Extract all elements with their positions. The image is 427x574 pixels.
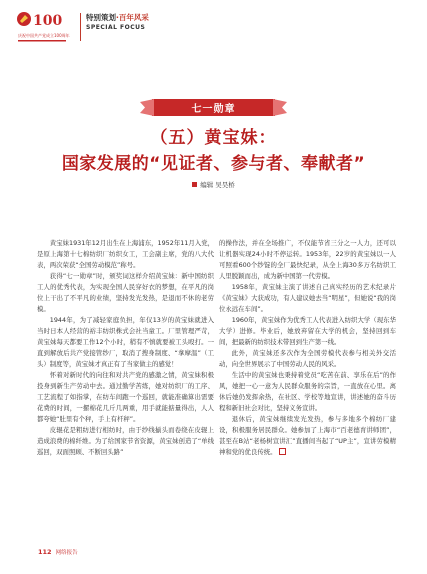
square-bullet-icon [192,182,197,187]
end-mark-icon [279,448,286,455]
editor-name: 编辑 吴昊桥 [200,181,235,189]
section-title: 特别策划·百年风采 [86,13,149,22]
paragraph: 生活中的黄宝妹也秉持着党员“吃苦在前、享乐在后”的作风，她把一心一意为人民群众服务的宗旨，一直放在心里。离休后她仍发挥余热，在社区、学校等地宣讲，讲述她的奋斗历程和新旧社会对比，坚持义务宣讲。 [219,371,396,412]
centenary-logo [16,10,74,44]
logo-caption: 庆祝中国共产党成立100周年 [18,33,70,38]
page-footer [38,548,78,556]
series-label: 百年风采 [118,13,149,22]
paragraph: 1944年，为了减轻家庭负担，年仅13岁的黄宝妹就进入当时日本人经营的裕丰纺织株式会社当童工。厂里管理严苛，黄宝妹每天都要工作12个小时，稍有不慎就要被工头殴打。一直到解放后共产党接管纱厂，取消了搜身制度、“拿摩温”（工头）制度等，黄宝妹才真正有了当家做主的感觉！ [37,316,214,368]
paragraph: 1958年，黄宝妹主演了讲述自己真实经历的艺术纪录片《黄宝妹》大获成功，有人建议她去当“明星”，但她说“我的岗位永远在车间”。 [219,283,396,313]
right-column [219,238,396,458]
editor-credit [0,180,427,189]
header-divider [80,13,81,41]
party-emblem-icon [17,12,31,26]
paragraph: 此外，黄宝妹还多次作为全国劳模代表参与相关外交活动，向全世界展示了中国劳动人民的风采。 [219,349,396,368]
article-title-line2: 国家发展的“见证者、参与者、奉献者” [61,154,366,174]
paragraph: 怀着对新时代的向往和对共产党的感激之情，黄宝妹积极投身到新生产劳动中去。通过勤学苦练，她对纺织厂的工序、工艺流程了如指掌，在纺车间跑一个巡回，就能准确算出需要花费的时间，一摞棉花几斤几两重，用手就能掂量得出，人人都夸她“肚里有个秤，手上有杆秤”。 [37,371,214,423]
paragraph: 的操作法，并在全场推广，不仅能节省三分之一人力，还可以让机器实现24小时不停运转。1953年，22岁的黄宝妹以一人可照看600个纱锭的全厂最快纪录，从全上海30多万名纺织工人里脱颖而出，成为新中国第一代劳模。 [219,239,396,280]
special-focus-label: SPECIAL FOCUS [86,24,146,31]
paragraph-last: 退休后，黄宝妹继续发光发热，参与多地多个棉纺厂建设，积极服务居民群众。她参加了上海市“百老德育讲师团”，甚至在B站“老杨树宣讲汇”直播间当起了“UP主”，宣讲劳模精神和党的优良传统。 [219,415,396,456]
paragraph: 皮辊花是粗纺进行相纺时，由于纱线揃头而卷绕在皮辊上造成浪费的棉纤维。为了给国家节省资源，黄宝妹创造了“单线巡回，双面照顾、不断回头路” [37,426,214,456]
paragraph: 获得“七一勋章”时，颁奖词这样介绍黄宝妹：新中国纺织工人的优秀代表，为实现全国人民穿好衣的梦想，在平凡的岗位上干出了不平凡的业绩，坚持发光发热，是退而不休的老劳模。 [37,272,214,313]
banner-text: 七一勋章 [191,104,236,115]
paragraph: 1960年，黄宝妹作为优秀工人代表进入纺织大学（现东华大学）进修。毕业后，她放弃留在大学的机会，坚持回到车间，把最新的纺织技术带回到生产第一线。 [219,316,396,346]
medal-banner [152,99,275,116]
banner-right-ribbon [273,99,287,116]
section-label: 特别策划 [86,13,116,22]
paragraph: 黄宝妹1931年12月出生在上海浦东，1952年11月入党，是原上海第十七棉纺织厂纺织女工，工会副主席，党的八大代表，两次荣获“全国劳动模范”称号。 [37,239,214,269]
page-number: 112 [38,548,52,556]
article-title-line1: （五）黄宝妹： [150,128,277,148]
left-column [37,238,214,458]
publication-name: 网络报告 [55,550,78,556]
logo-number: 100 [33,13,63,29]
banner-left-ribbon [140,99,154,116]
